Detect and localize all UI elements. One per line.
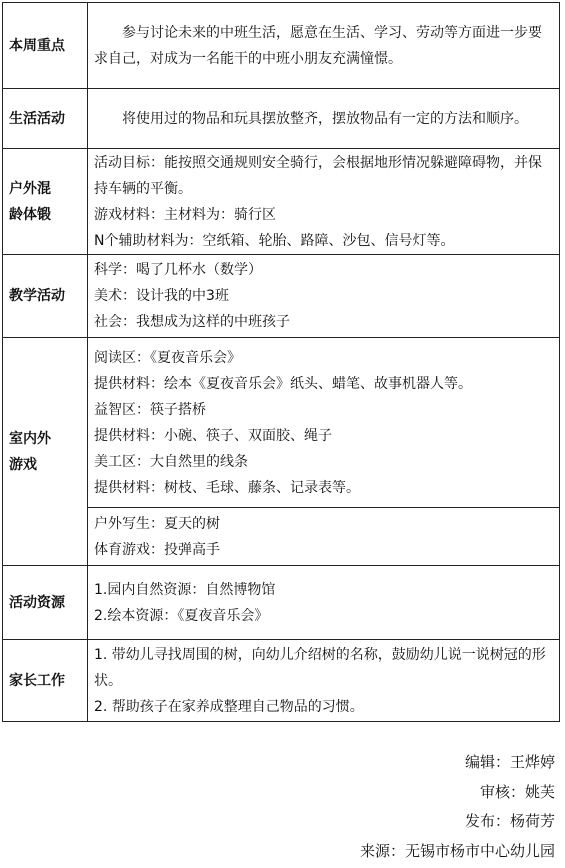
games-indoor-1: 阅读区：《夏夜音乐会》 — [94, 349, 241, 366]
label-outdoor — [3, 149, 88, 255]
content-games-indoor — [88, 338, 560, 508]
row-teaching — [3, 255, 560, 338]
games-outdoor-2: 体育游戏：投弹高手 — [94, 541, 220, 558]
row-parents — [3, 640, 560, 722]
parents-item-1: 1. 带幼儿寻找周围的树，向幼儿介绍树的名称，鼓励幼儿说一说树冠的形状。 — [94, 646, 546, 689]
label-teaching: 教学活动 — [3, 255, 88, 338]
teaching-item-1: 科学：喝了几杯水（数学） — [94, 262, 262, 278]
label-resources: 活动资源 — [3, 566, 88, 640]
games-indoor-2: 提供材料：绘本《夏夜音乐会》纸头、蜡笔、故事机器人等。 — [94, 375, 472, 392]
life-text: 将使用过的物品和玩具摆放整齐，摆放物品有一定的方法和顺序。 — [122, 110, 528, 127]
label-parents: 家长工作 — [3, 640, 88, 722]
outdoor-material-main: 游戏材料：主材料为：骑行区 — [94, 206, 276, 223]
row-games-indoor — [3, 338, 560, 508]
games-outdoor-1: 户外写生：夏天的树 — [94, 515, 220, 532]
games-indoor-5: 美工区：大自然里的线条 — [94, 453, 248, 470]
row-resources — [3, 566, 560, 640]
content-life — [88, 89, 560, 149]
games-indoor-6: 提供材料：树枝、毛球、藤条、记录表等。 — [94, 479, 360, 496]
games-indoor-4: 提供材料：小碗、筷子、双面胶、绳子 — [94, 427, 332, 444]
outdoor-goal: 活动目标：能按照交通规则安全骑行，会根据地形情况躲避障碍物，并保持车辆的平衡。 — [94, 154, 542, 197]
resources-item-1: 1.园内自然资源：自然博物馆 — [94, 581, 276, 598]
games-indoor-3: 益智区：筷子搭桥 — [94, 401, 206, 418]
label-focus: 本周重点 — [3, 3, 88, 89]
row-outdoor — [3, 149, 560, 255]
parents-item-2: 2. 帮助孩子在家养成整理自己物品的习惯。 — [94, 698, 364, 715]
content-games-outdoor — [88, 508, 560, 566]
teaching-item-2: 美术：设计我的中3班 — [94, 288, 229, 304]
teaching-item-3: 社会：我想成为这样的中班孩子 — [94, 314, 290, 330]
content-focus — [88, 3, 560, 89]
row-life — [3, 89, 560, 149]
outdoor-material-aux: N个辅助材料为：空纸箱、轮胎、路障、沙包、信号灯等。 — [94, 232, 455, 249]
content-outdoor — [88, 149, 560, 255]
content-parents — [88, 640, 560, 722]
label-games — [3, 338, 88, 566]
row-focus — [3, 3, 560, 89]
content-teaching — [88, 255, 560, 338]
footer-source: 来源：无锡市杨市中心幼儿园 — [359, 842, 555, 860]
content-resources — [88, 566, 560, 640]
label-outdoor-line2: 龄体锻 — [9, 206, 51, 223]
label-games-line1: 室内外 — [9, 430, 51, 447]
footer-publisher: 发布：杨荷芳 — [464, 812, 555, 830]
footer-reviewer: 审核：姚芙 — [479, 783, 555, 801]
focus-text: 参与讨论未来的中班生活，愿意在生活、学习、劳动等方面进一步要求自己，对成为一名能干的中班小朋友充满憧憬。 — [94, 24, 542, 67]
label-life: 生活活动 — [3, 89, 88, 149]
footer-editor: 编辑：王烨婷 — [464, 753, 555, 771]
label-outdoor-line1: 户外混 — [9, 180, 51, 197]
resources-item-2: 2.绘本资源：《夏夜音乐会》 — [94, 607, 269, 624]
weekly-plan-table — [2, 2, 560, 722]
label-games-line2: 游戏 — [9, 456, 37, 473]
